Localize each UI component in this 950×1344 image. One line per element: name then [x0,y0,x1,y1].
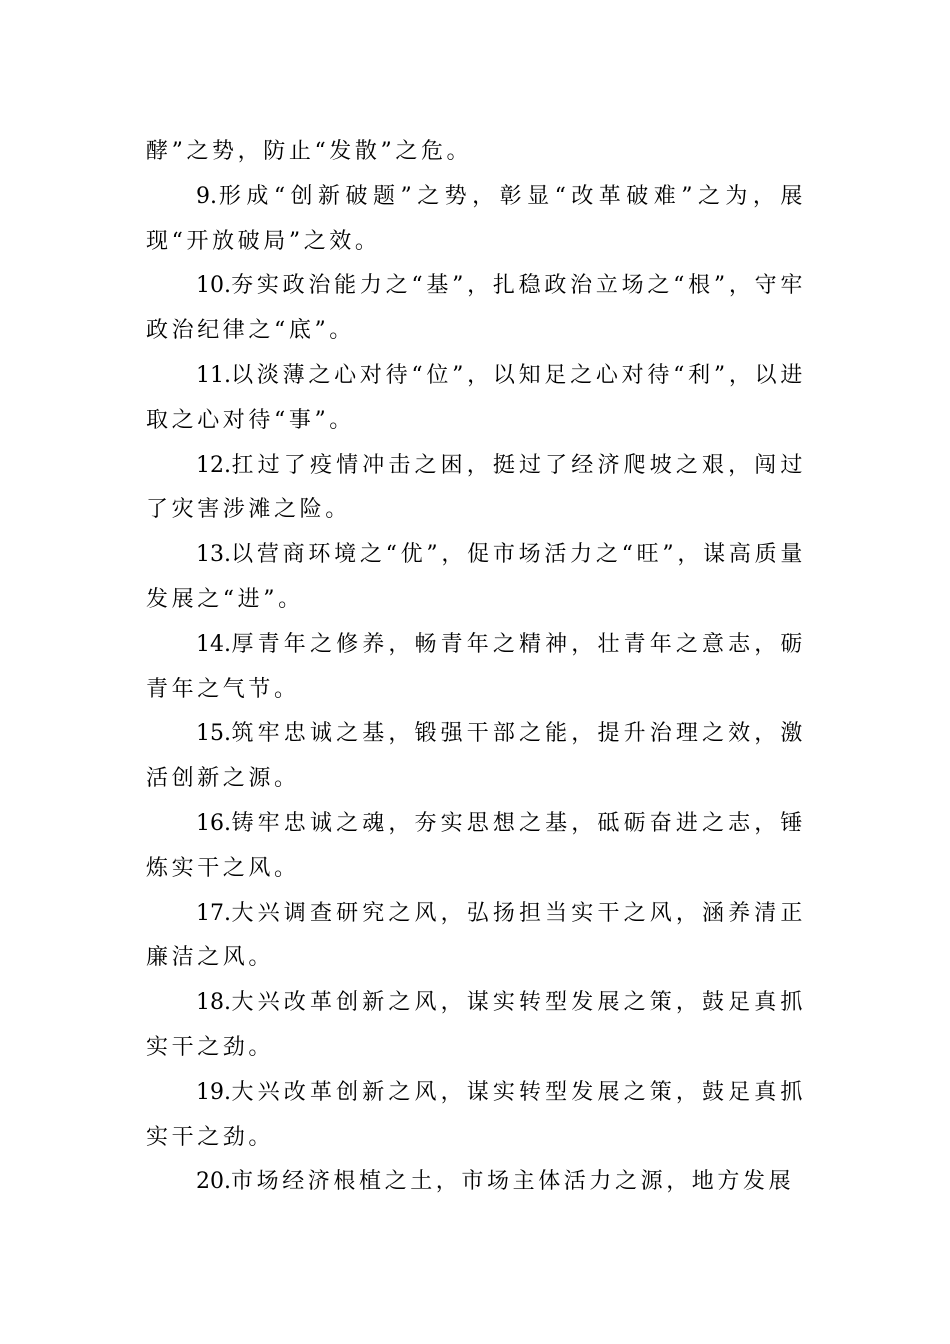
paragraph-item-12 [146,444,806,534]
item-number: 19. [196,1079,231,1105]
paragraph-item-11 [146,354,806,444]
paragraph-text: 形成“创新破题”之势，彰显“改革破难”之为，展现“开放破局”之效。 [146,183,806,254]
paragraph-text: 夯实政治能力之“基”，扎稳政治立场之“根”，守牢政治纪律之“底”。 [146,273,806,344]
paragraph-text: 扛过了疫情冲击之困，挺过了经济爬坡之艰，闯过了灾害涉滩之险。 [146,452,806,523]
item-number: 15. [196,721,231,747]
document-body [146,130,806,1205]
item-number: 13. [196,542,231,568]
paragraph-text: 酵”之势，防止“发散”之危。 [146,139,473,164]
paragraph-text: 以营商环境之“优”，促市场活力之“旺”，谋高质量发展之“进”。 [146,542,806,612]
paragraph-text: 大兴调查研究之风，弘扬担当实干之风，涵养清正廉洁之风。 [146,900,806,971]
item-number: 17. [196,900,231,926]
paragraph-item-19 [146,1071,806,1161]
paragraph-item-18 [146,981,806,1071]
paragraph-item-20 [146,1160,806,1205]
paragraph-item-17 [146,892,806,982]
paragraph-text: 厚青年之修养，畅青年之精神，壮青年之意志，砺青年之气节。 [146,631,806,702]
paragraph-text: 以淡薄之心对待“位”，以知足之心对待“利”，以进取之心对待“事”。 [146,362,806,433]
paragraph-text: 大兴改革创新之风，谋实转型发展之策，鼓足真抓实干之劲。 [146,990,806,1060]
paragraph-item-15 [146,712,806,802]
item-number: 18. [196,990,231,1016]
paragraph-text: 铸牢忠诚之魂，夯实思想之基，砥砺奋进之志，锤炼实干之风。 [146,810,806,881]
item-number: 12. [196,452,231,478]
paragraph-text: 筑牢忠诚之基，锻强干部之能，提升治理之效，激活创新之源。 [146,721,806,792]
paragraph-item-9 [146,175,806,265]
item-number: 16. [196,810,231,836]
item-number: 9. [196,183,217,209]
item-number: 20. [196,1169,231,1195]
item-number: 10. [196,273,231,299]
item-number: 14. [196,631,231,657]
paragraph-item-14 [146,623,806,713]
paragraph-item-10 [146,264,806,354]
item-number: 11. [196,362,231,388]
paragraph-continuation [146,130,806,175]
paragraph-text: 市场经济根植之土，市场主体活力之源，地方发展 [231,1169,795,1195]
paragraph-text: 大兴改革创新之风，谋实转型发展之策，鼓足真抓实干之劲。 [146,1079,806,1150]
paragraph-item-16 [146,802,806,892]
paragraph-item-13 [146,533,806,623]
